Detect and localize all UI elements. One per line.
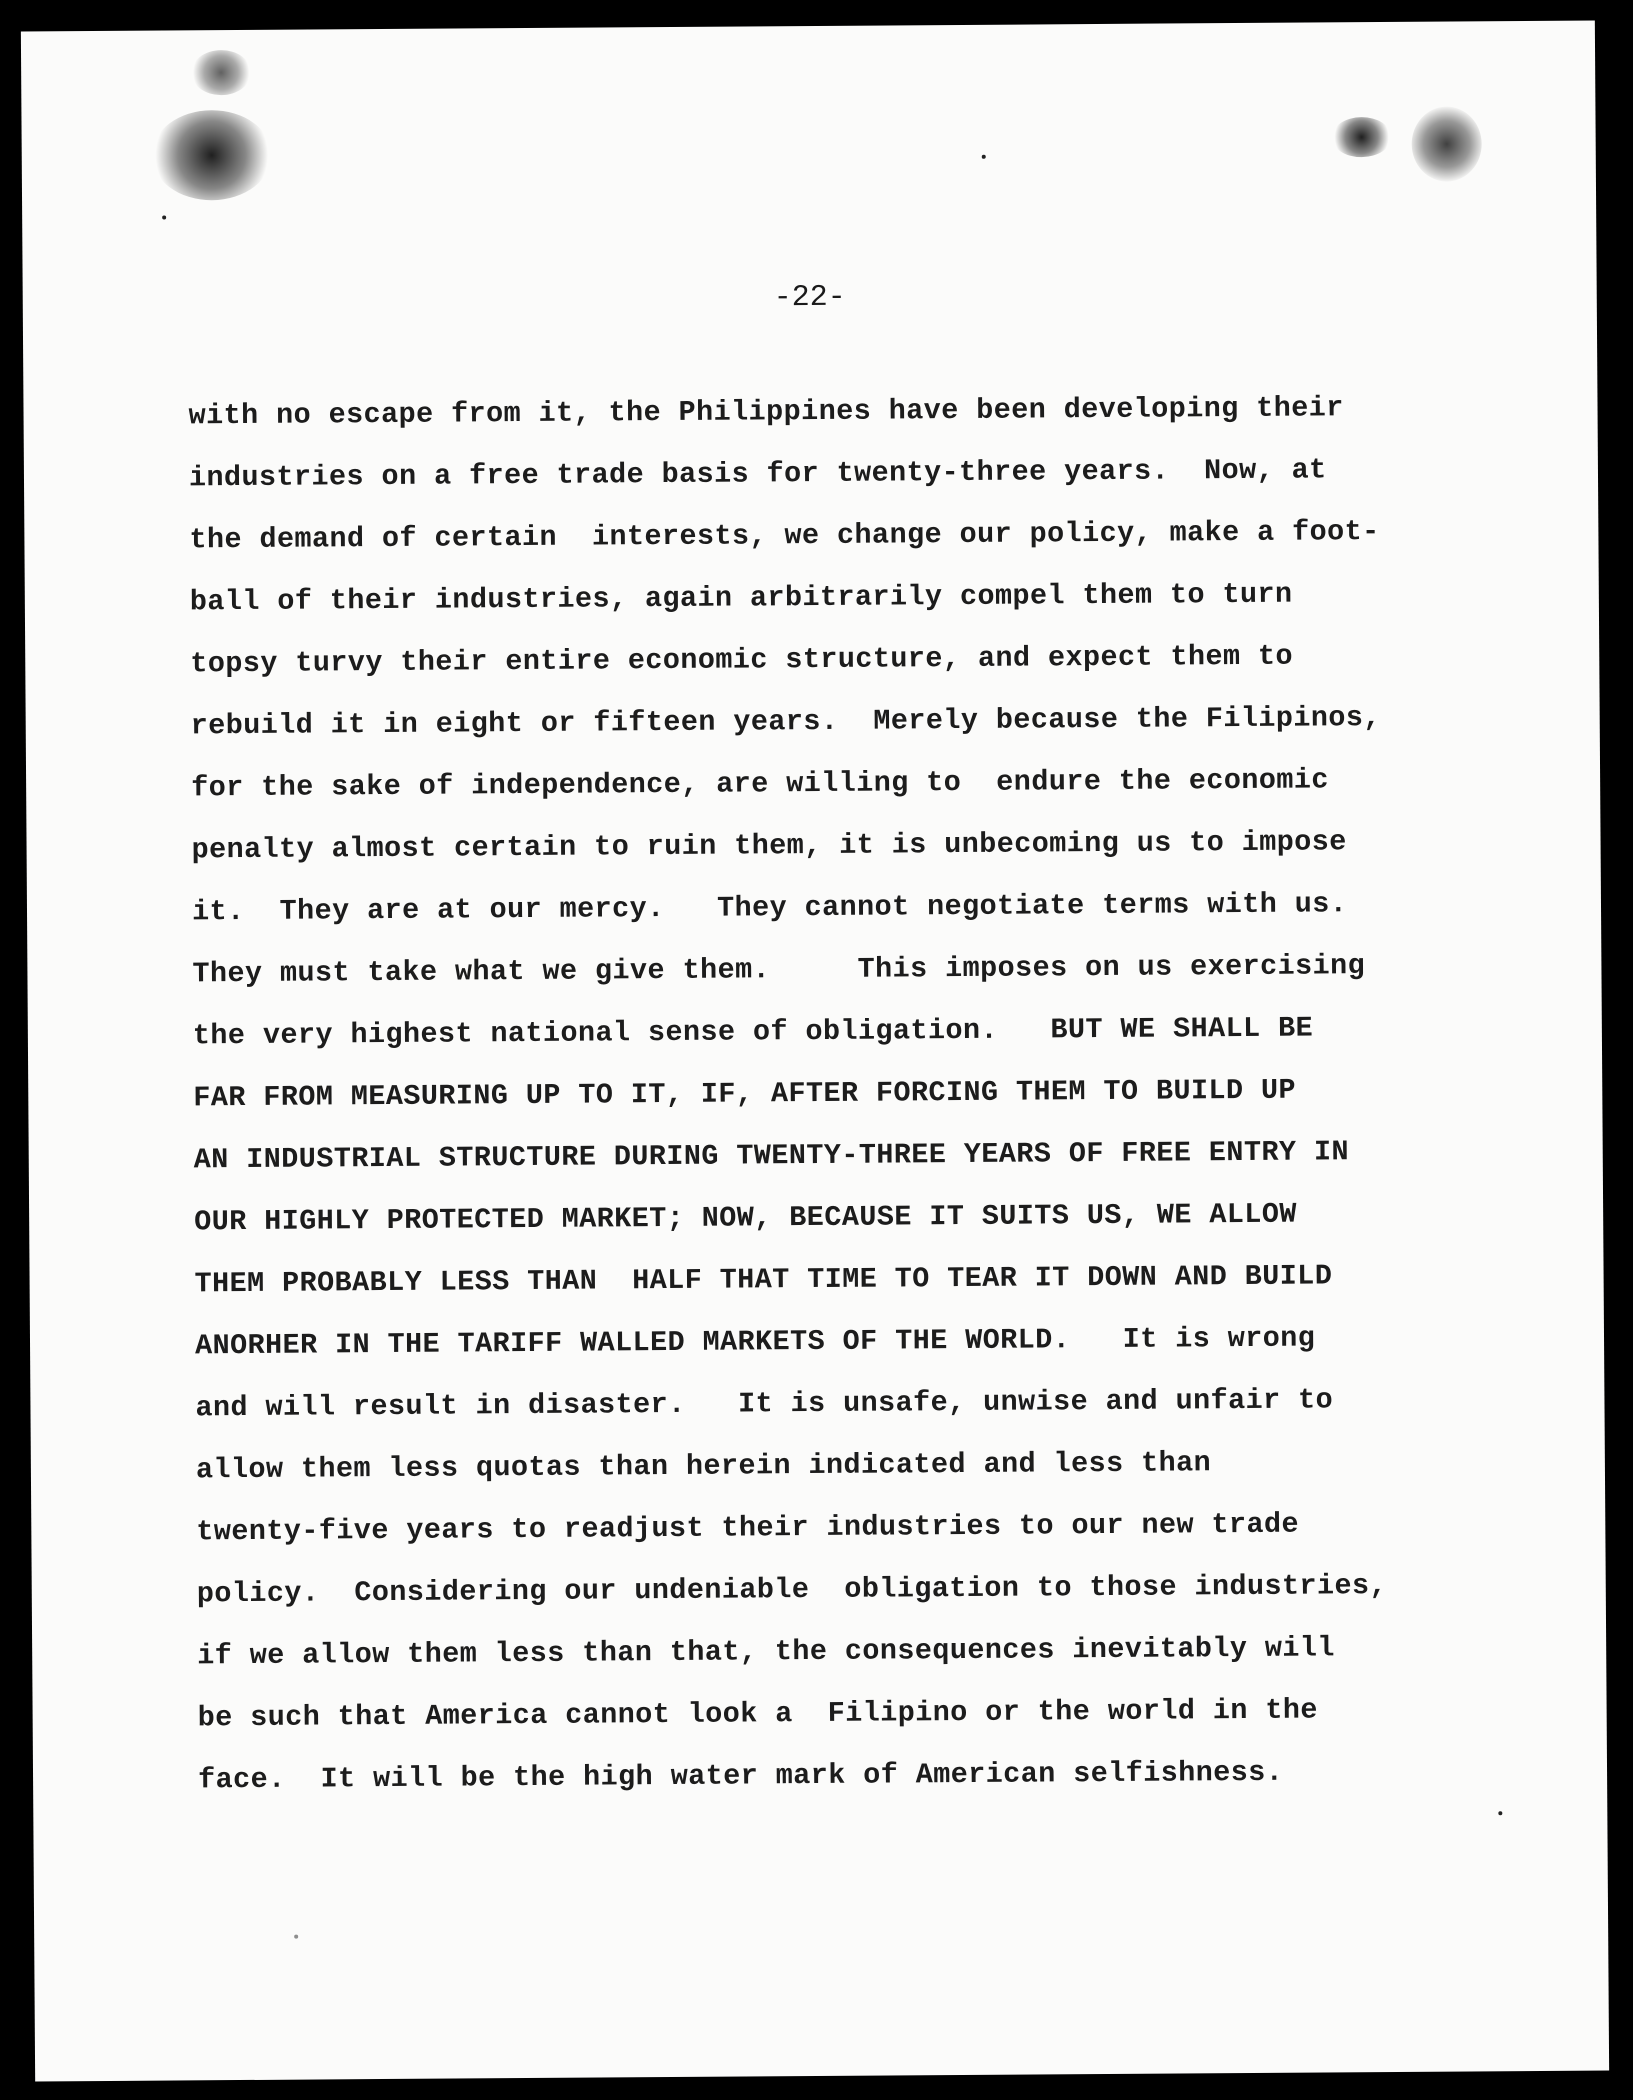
text-line: THEM PROBABLY LESS THAN HALF THAT TIME TO TEAR IT DOWN AND BUILD xyxy=(194,1259,1333,1301)
ink-smudge xyxy=(191,50,251,95)
text-line: rebuild it in eight or fifteen years. Merely because the Filipinos, xyxy=(190,701,1382,743)
text-line: penalty almost certain to ruin them, it is unbecoming us to impose xyxy=(191,825,1347,867)
text-line: the demand of certain interests, we change our policy, make a foot- xyxy=(189,515,1380,557)
text-line: OUR HIGHLY PROTECTED MARKET; NOW, BECAUSE IT SUITS US, WE ALLOW xyxy=(194,1197,1297,1239)
text-line: the very highest national sense of obligation. BUT WE SHALL BE xyxy=(192,1011,1314,1053)
text-line: if we allow them less than that, the consequences inevitably will xyxy=(197,1631,1335,1673)
page-number: -22- xyxy=(773,280,846,316)
text-line: with no escape from it, the Philippines have been developing their xyxy=(188,391,1344,433)
text-line: industries on a free trade basis for twenty-three years. Now, at xyxy=(188,453,1327,495)
text-line: face. It will be the high water mark of American selfishness. xyxy=(197,1755,1284,1797)
ink-speck xyxy=(982,155,986,159)
ink-speck xyxy=(1498,1811,1502,1815)
text-line: allow them less quotas than herein indicated and less than xyxy=(195,1446,1212,1487)
ink-speck xyxy=(294,1935,298,1939)
text-line: ANORHER IN THE TARIFF WALLED MARKETS OF THE WORLD. It is wrong xyxy=(194,1321,1316,1363)
text-line: be such that America cannot look a Filipino or the world in the xyxy=(197,1693,1318,1735)
ink-smudge xyxy=(1411,106,1482,181)
text-line: policy. Considering our undeniable obligation to those industries, xyxy=(196,1569,1388,1611)
text-line: twenty-five years to readjust their industries to our new trade xyxy=(196,1507,1300,1549)
text-line: ball of their industries, again arbitrarily compel them to turn xyxy=(189,577,1293,619)
text-line: it. They are at our mercy. They cannot negotiate terms with us. xyxy=(191,887,1348,929)
ink-smudge xyxy=(1331,117,1391,157)
text-line: They must take what we give them. This imposes on us exercising xyxy=(192,949,1366,991)
ink-smudge xyxy=(151,110,272,201)
text-line: AN INDUSTRIAL STRUCTURE DURING TWENTY-THREE YEARS OF FREE ENTRY IN xyxy=(193,1135,1350,1177)
text-line: for the sake of independence, are willing to endure the economic xyxy=(191,763,1329,805)
body-text xyxy=(188,376,1518,1811)
document-page xyxy=(21,21,1609,2082)
text-line: and will result in disaster. It is unsafe, unwise and unfair to xyxy=(195,1383,1334,1425)
text-line: topsy turvy their entire economic structure, and expect them to xyxy=(190,639,1294,681)
ink-speck xyxy=(162,216,166,220)
text-line: FAR FROM MEASURING UP TO IT, IF, AFTER FORCING THEM TO BUILD UP xyxy=(193,1073,1297,1115)
